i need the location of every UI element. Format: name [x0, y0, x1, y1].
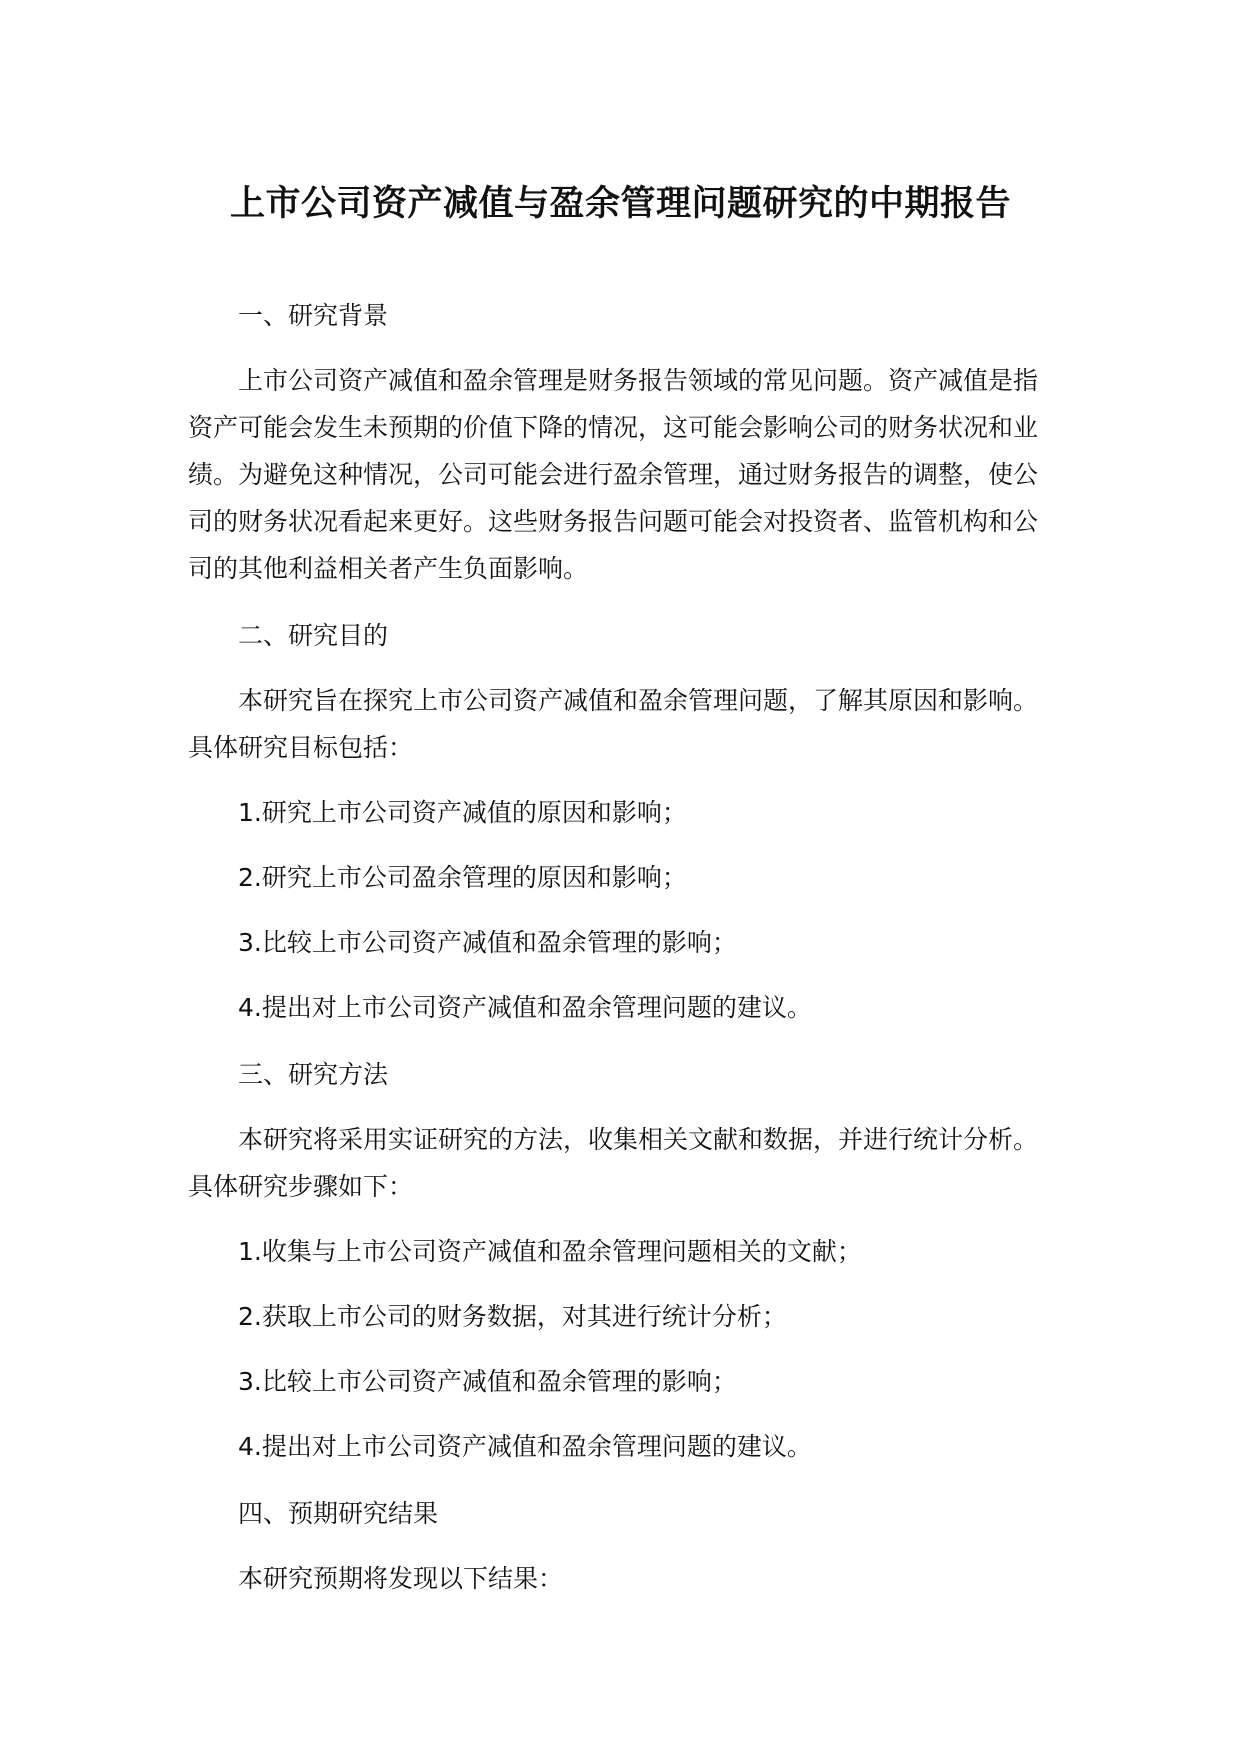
list-item: 4.提出对上市公司资产减值和盈余管理问题的建议。: [238, 1432, 812, 1461]
section-heading-expected-results: 四、预期研究结果: [238, 1499, 439, 1528]
document-title: 上市公司资产减值与盈余管理问题研究的中期报告: [229, 184, 1011, 224]
section-paragraph-background: 上市公司资产减值和盈余管理是财务报告领域的常见问题。资产减值是指资产可能会发生未预期的价值下降的情况，这可能会影响公司的财务状况和业绩。为避免这种情况，公司可能会进行盈余管理，通过财务报告的调整，使公司的财务状况看起来更好。这些财务报告问题可能会对投资者、监管机构和公司的其他利益相关者产生负面影响。: [188, 366, 1039, 583]
document-body: [188, 292, 1040, 1602]
list-item: 1.收集与上市公司资产减值和盈余管理问题相关的文献；: [238, 1237, 862, 1266]
list-item: 3.比较上市公司资产减值和盈余管理的影响；: [238, 1367, 737, 1396]
section-paragraph-expected-results: 本研究预期将发现以下结果：: [238, 1564, 564, 1593]
section-paragraph-purpose: 本研究旨在探究上市公司资产减值和盈余管理问题，了解其原因和影响。具体研究目标包括：: [188, 686, 1039, 762]
section-heading-purpose: 二、研究目的: [238, 621, 389, 650]
section-heading-method: 三、研究方法: [238, 1060, 389, 1089]
section-paragraph-method: 本研究将采用实证研究的方法，收集相关文献和数据，并进行统计分析。具体研究步骤如下：: [188, 1125, 1039, 1201]
list-item: 4.提出对上市公司资产减值和盈余管理问题的建议。: [238, 993, 812, 1022]
list-item: 3.比较上市公司资产减值和盈余管理的影响；: [238, 928, 737, 957]
section-heading-background: 一、研究背景: [238, 301, 389, 330]
list-item: 2.研究上市公司盈余管理的原因和影响；: [238, 863, 687, 892]
list-item: 2.获取上市公司的财务数据，对其进行统计分析；: [238, 1302, 787, 1331]
list-item: 1.研究上市公司资产减值的原因和影响；: [238, 798, 687, 827]
